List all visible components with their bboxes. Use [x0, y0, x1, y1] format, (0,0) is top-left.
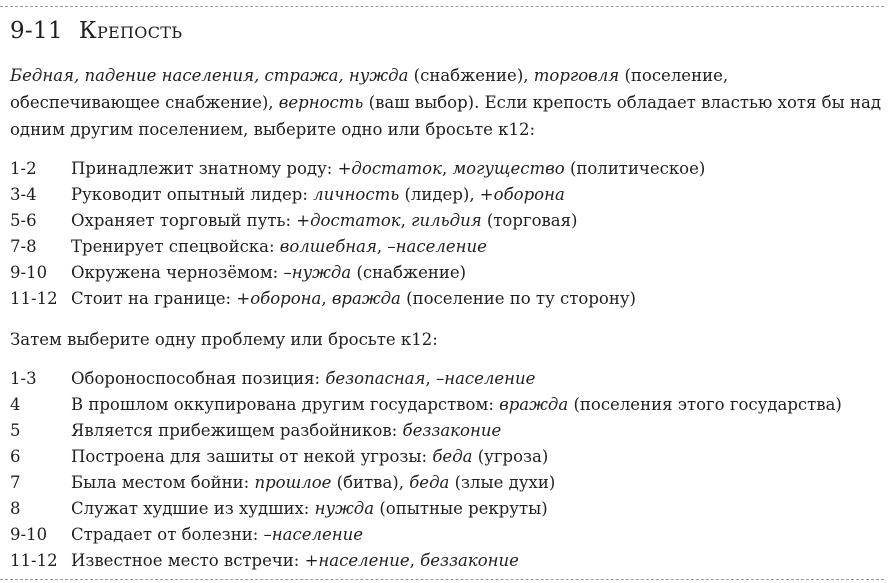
- table-row: [10, 366, 882, 392]
- table-row: [10, 234, 882, 260]
- description-text: (битва),: [331, 473, 410, 492]
- description-text: (угроза): [472, 447, 549, 466]
- keyword-term: беда: [432, 447, 473, 466]
- keyword-term: население: [444, 369, 536, 388]
- keyword-term: прошлое: [254, 473, 332, 492]
- row-result: [71, 421, 501, 440]
- table-row: [10, 156, 882, 182]
- description-text: Построена для зашиты от некой угрозы:: [71, 447, 433, 466]
- keyword-term: достаток: [351, 159, 442, 178]
- table-row: [10, 470, 882, 496]
- description-text: , –: [376, 237, 396, 256]
- description-text: Охраняет торговый путь: +: [71, 211, 311, 230]
- keyword-term: беззаконие: [402, 421, 502, 440]
- keyword-term: достаток: [310, 211, 401, 230]
- roll-range: 3-4: [10, 185, 37, 204]
- description-text: ,: [321, 289, 332, 308]
- description-text: В прошлом оккупирована другим государством:: [71, 395, 500, 414]
- table-row: [10, 496, 882, 522]
- roll-range: 11-12: [10, 551, 58, 570]
- row-result: [71, 159, 705, 178]
- roll-range: 7: [10, 473, 21, 492]
- description-text: (поселение по ту сторону): [400, 289, 636, 308]
- roll-range: 5: [10, 421, 21, 440]
- roll-range: 4: [10, 395, 21, 414]
- roll-range: 7-8: [10, 237, 37, 256]
- description-text: Страдает от болезни: –: [71, 525, 272, 544]
- keyword-term: торговля: [533, 66, 620, 85]
- description-text: (лидер), +: [399, 185, 494, 204]
- roll-range: 6: [10, 447, 21, 466]
- row-result: [71, 499, 548, 518]
- description-text: (поселение, обеспечивающее снабжение),: [10, 66, 729, 112]
- keyword-term: оборона: [493, 185, 565, 204]
- keyword-term: Бедная, падение населения, стража, нужда: [10, 66, 409, 85]
- roll-range: 11-12: [10, 289, 58, 308]
- description-text: Стоит на границе: +: [71, 289, 251, 308]
- top-dashed-divider: [0, 6, 884, 7]
- roll-range: 9-10: [10, 263, 48, 282]
- description-text: Принадлежит знатному роду: +: [71, 159, 352, 178]
- roll-range: 8: [10, 499, 21, 518]
- description-text: Окружена чернозёмом: –: [71, 263, 292, 282]
- description-text: Известное место встречи: +: [71, 551, 319, 570]
- row-result: [71, 525, 363, 544]
- description-text: (поселения этого государства): [568, 395, 842, 414]
- description-text: ,: [409, 551, 421, 570]
- keyword-term: безопасная: [325, 369, 426, 388]
- keyword-term: нужда: [314, 499, 375, 518]
- row-result: [71, 369, 535, 388]
- table-row: [10, 208, 882, 234]
- table-row: [10, 182, 882, 208]
- description-text: (ваш выбор). Если крепость обладает властью хотя бы над одним другим поселением, выберите одно или бросьте к12:: [10, 93, 881, 139]
- description-text: ,: [400, 211, 412, 230]
- description-text: (злые духи): [449, 473, 556, 492]
- row-result: [71, 395, 842, 414]
- keyword-term: нужда: [291, 263, 352, 282]
- description-text: (опытные рекруты): [374, 499, 548, 518]
- table-row: [10, 444, 882, 470]
- keyword-term: беда: [409, 473, 450, 492]
- roll-range: 9-10: [10, 525, 48, 544]
- roll-range: 1-2: [10, 159, 37, 178]
- keyword-term: вражда: [331, 289, 401, 308]
- table-row: [10, 548, 882, 574]
- keyword-term: могущество: [452, 159, 565, 178]
- description-text: Тренирует спецвойска:: [71, 237, 280, 256]
- table-row: [10, 286, 882, 312]
- table-row: [10, 392, 882, 418]
- description-text: (торговая): [481, 211, 578, 230]
- bottom-dashed-divider: [0, 579, 884, 580]
- problem-prompt: Затем выберите одну проблему или бросьте к12:: [10, 330, 438, 349]
- table-row: [10, 522, 882, 548]
- section-number: 9-11: [10, 18, 63, 44]
- keyword-term: население: [271, 525, 364, 544]
- roll-table-powers: [10, 156, 882, 312]
- keyword-term: верность: [278, 93, 364, 112]
- roll-table-problems: [10, 366, 882, 574]
- keyword-term: население: [318, 551, 410, 570]
- keyword-term: вражда: [499, 395, 569, 414]
- description-text: Служат худшие из худших:: [71, 499, 315, 518]
- roll-range: 5-6: [10, 211, 37, 230]
- section-title: Крепость: [78, 18, 183, 44]
- row-result: [71, 263, 466, 282]
- row-result: [71, 473, 555, 492]
- description-text: ,: [441, 159, 453, 178]
- intro-paragraph: [10, 62, 882, 143]
- keyword-term: оборона: [250, 289, 322, 308]
- roll-range: 1-3: [10, 369, 37, 388]
- row-result: [71, 551, 519, 570]
- row-result: [71, 447, 548, 466]
- description-text: (снабжение),: [408, 66, 534, 85]
- table-row: [10, 418, 882, 444]
- keyword-term: волшебная: [279, 237, 377, 256]
- description-text: Руководит опытный лидер:: [71, 185, 314, 204]
- description-text: (снабжение): [351, 263, 467, 282]
- description-text: Является прибежищем разбойников:: [71, 421, 403, 440]
- keyword-term: гильдия: [411, 211, 482, 230]
- keyword-term: беззаконие: [420, 551, 519, 570]
- description-text: Была местом бойни:: [71, 473, 255, 492]
- section-heading: [10, 18, 182, 44]
- row-result: [71, 237, 487, 256]
- row-result: [71, 185, 565, 204]
- row-result: [71, 289, 636, 308]
- description-text: , –: [425, 369, 445, 388]
- table-row: [10, 260, 882, 286]
- description-text: (политическое): [564, 159, 706, 178]
- description-text: Обороноспособная позиция:: [71, 369, 326, 388]
- keyword-term: личность: [313, 185, 400, 204]
- keyword-term: население: [395, 237, 487, 256]
- row-result: [71, 211, 577, 230]
